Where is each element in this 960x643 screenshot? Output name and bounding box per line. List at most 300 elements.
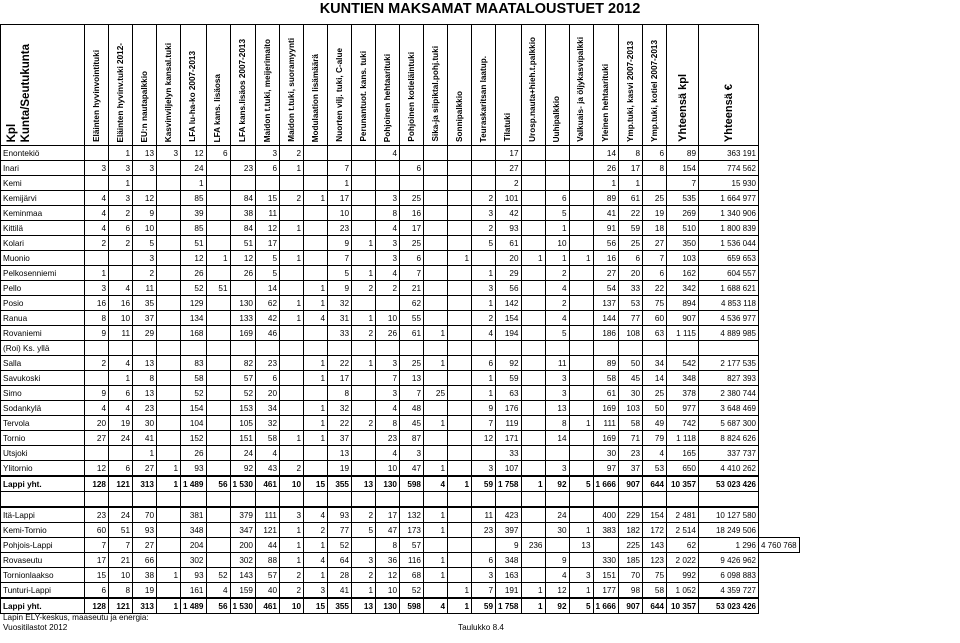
table-cell: 154 — [496, 311, 522, 326]
table-cell: 10 — [133, 221, 157, 236]
table-cell: 143 — [230, 568, 256, 583]
table-cell: 11 — [133, 281, 157, 296]
table-cell — [521, 191, 545, 206]
table-cell — [472, 251, 496, 266]
table-cell: 2 514 — [667, 523, 699, 538]
table-cell: 49 — [643, 416, 667, 431]
table-cell: 20 — [256, 386, 280, 401]
header-municipality-label: Kpl Kunta/Seutukunta — [6, 43, 32, 142]
table-cell — [448, 401, 472, 416]
table-cell: 154 — [643, 507, 667, 523]
header-col-13 — [400, 25, 424, 146]
table-cell — [157, 371, 181, 386]
table-cell: 1 — [280, 296, 304, 311]
table-cell — [424, 251, 448, 266]
row-label: Kemi-Tornio — [1, 523, 85, 538]
table-cell: 58 — [593, 371, 619, 386]
table-cell: 1 — [472, 266, 496, 281]
table-cell: 64 — [328, 553, 352, 568]
table-cell: 2 — [472, 221, 496, 236]
table-cell: 7 — [643, 251, 667, 266]
table-cell: 51 — [181, 236, 207, 251]
table-cell: 1 340 906 — [699, 206, 759, 221]
table-cell — [206, 206, 230, 221]
table-cell: 26 — [230, 266, 256, 281]
table-cell: 3 — [376, 191, 400, 206]
table-cell: 1 — [133, 446, 157, 461]
header-col-8 — [280, 25, 304, 146]
table-cell: 20 — [496, 251, 522, 266]
table-cell — [352, 461, 376, 477]
table-cell: 1 — [521, 476, 545, 492]
table-cell: 42 — [256, 311, 280, 326]
table-cell: 133 — [230, 311, 256, 326]
table-cell — [157, 386, 181, 401]
table-cell: 62 — [667, 538, 699, 553]
table-cell: 33 — [619, 281, 643, 296]
table-cell: 17 — [619, 161, 643, 176]
table-cell: 1 — [569, 523, 593, 538]
row-label: Pello — [1, 281, 85, 296]
table-cell — [521, 356, 545, 371]
table-cell: 4 — [109, 356, 133, 371]
table-cell — [472, 161, 496, 176]
table-cell — [521, 523, 545, 538]
table-cell — [424, 281, 448, 296]
table-cell — [206, 371, 230, 386]
table-cell — [448, 161, 472, 176]
table-cell: 26 — [181, 266, 207, 281]
table-cell: 5 — [569, 476, 593, 492]
table-cell — [376, 492, 400, 508]
table-cell — [206, 191, 230, 206]
table-cell: 13 — [352, 598, 376, 614]
table-cell: 542 — [667, 356, 699, 371]
table-cell — [85, 341, 109, 356]
table-cell: 50 — [643, 401, 667, 416]
table-cell: 2 — [496, 176, 522, 191]
table-cell — [521, 146, 545, 161]
row-label: Tervola — [1, 416, 85, 431]
table-cell: 25 — [643, 191, 667, 206]
table-cell: 2 022 — [667, 553, 699, 568]
table-cell: 12 — [230, 251, 256, 266]
table-cell: 3 — [133, 161, 157, 176]
table-cell — [206, 492, 230, 508]
table-cell: 77 — [328, 523, 352, 538]
table-cell: 32 — [256, 416, 280, 431]
table-cell — [424, 146, 448, 161]
table-cell: 9 — [328, 281, 352, 296]
table-cell: 41 — [328, 583, 352, 599]
table-cell: 129 — [181, 296, 207, 311]
table-cell: 50 — [619, 356, 643, 371]
table-cell — [85, 251, 109, 266]
table-cell: 1 — [352, 236, 376, 251]
table-cell: 25 — [400, 236, 424, 251]
table-cell: 1 — [569, 251, 593, 266]
table-cell: 23 — [472, 523, 496, 538]
table-cell: 98 — [619, 583, 643, 599]
table-cell: 24 — [181, 161, 207, 176]
header-col-12 — [376, 25, 400, 146]
table-cell: 7 — [472, 416, 496, 431]
table-cell: 85 — [181, 221, 207, 236]
table-cell: 4 — [376, 146, 400, 161]
table-cell: 8 — [619, 146, 643, 161]
table-cell: 154 — [181, 401, 207, 416]
table-cell: 8 — [109, 583, 133, 599]
row-label: Tornionlaakso — [1, 568, 85, 583]
table-cell: 12 — [376, 568, 400, 583]
header-col-label: Valkuais- ja öljykasvipalkki — [576, 37, 585, 142]
table-cell — [109, 341, 133, 356]
table-cell: 6 — [472, 553, 496, 568]
table-cell: 103 — [667, 251, 699, 266]
table-cell — [109, 266, 133, 281]
table-cell: 1 — [304, 191, 328, 206]
table-cell: 1 — [424, 356, 448, 371]
table-cell — [569, 401, 593, 416]
table-cell: 2 — [280, 191, 304, 206]
table-cell: 302 — [230, 553, 256, 568]
table-cell — [448, 553, 472, 568]
table-cell — [157, 296, 181, 311]
table-cell: 1 — [109, 176, 133, 191]
table-cell: 1 688 621 — [699, 281, 759, 296]
table-cell: 9 — [133, 206, 157, 221]
table-cell: 46 — [256, 326, 280, 341]
table-cell: 10 — [328, 206, 352, 221]
table-cell: 93 — [496, 221, 522, 236]
table-cell: 1 — [157, 461, 181, 477]
table-cell — [304, 161, 328, 176]
table-cell: 20 — [85, 416, 109, 431]
table-cell: 1 — [304, 356, 328, 371]
table-cell: 25 — [424, 386, 448, 401]
table-cell: 10 — [280, 598, 304, 614]
table-cell: 10 — [376, 583, 400, 599]
table-cell: 1 — [545, 221, 569, 236]
table-cell — [424, 266, 448, 281]
table-cell: 12 — [545, 583, 569, 599]
table-cell — [133, 492, 157, 508]
row-label: (Roi) Ks. yllä — [1, 341, 85, 356]
table-cell — [157, 583, 181, 599]
table-cell: 71 — [619, 431, 643, 446]
table-cell: 89 — [593, 356, 619, 371]
table-cell: 8 — [643, 161, 667, 176]
table-cell — [206, 446, 230, 461]
table-cell — [206, 401, 230, 416]
table-cell: 22 — [643, 281, 667, 296]
table-cell: 2 — [352, 568, 376, 583]
table-cell — [206, 356, 230, 371]
table-cell — [206, 326, 230, 341]
table-row — [1, 356, 800, 371]
table-cell: 5 — [545, 326, 569, 341]
table-cell: 4 — [472, 326, 496, 341]
table-cell — [593, 538, 619, 553]
table-cell: 535 — [667, 191, 699, 206]
table-cell: 34 — [643, 356, 667, 371]
table-cell: 1 — [424, 416, 448, 431]
header-col-4 — [181, 25, 207, 146]
table-cell — [181, 492, 207, 508]
table-cell: 23 — [133, 401, 157, 416]
row-label: Salla — [1, 356, 85, 371]
table-cell: 1 — [157, 568, 181, 583]
table-cell: 10 — [376, 311, 400, 326]
table-cell: 1 115 — [667, 326, 699, 341]
table-cell — [280, 176, 304, 191]
table-cell — [448, 326, 472, 341]
table-cell: 894 — [667, 296, 699, 311]
table-cell: 236 — [521, 538, 545, 553]
table-cell: 11 — [472, 507, 496, 523]
table-cell: 4 359 727 — [699, 583, 759, 599]
table-cell — [569, 386, 593, 401]
table-cell — [424, 161, 448, 176]
table-cell: 598 — [400, 598, 424, 614]
table-cell: 4 — [85, 221, 109, 236]
row-label: Pohjois-Lappi — [1, 538, 85, 553]
table-cell: 8 — [85, 311, 109, 326]
header-col-14 — [424, 25, 448, 146]
header-col-18 — [521, 25, 545, 146]
table-cell — [448, 266, 472, 281]
table-cell: 23 — [85, 507, 109, 523]
table-cell — [157, 266, 181, 281]
table-cell: 1 — [280, 251, 304, 266]
row-label: Keminmaa — [1, 206, 85, 221]
table-cell — [230, 176, 256, 191]
table-cell — [230, 341, 256, 356]
table-cell — [280, 266, 304, 281]
header-col-label: Nuorten vilj. tuki, C-alue — [334, 48, 344, 142]
table-cell: 1 118 — [667, 431, 699, 446]
row-label: Rovaseutu — [1, 553, 85, 568]
table-cell: 4 — [109, 281, 133, 296]
table-cell: 61 — [400, 326, 424, 341]
header-col-label: Pohjoinen hehtaarituki — [382, 53, 392, 142]
table-cell — [304, 326, 328, 341]
table-cell: 1 — [593, 176, 619, 191]
table-cell: 342 — [667, 281, 699, 296]
table-cell: 22 — [328, 356, 352, 371]
table-cell: 12 — [85, 461, 109, 477]
table-cell: 1 — [304, 416, 328, 431]
table-cell: 10 357 — [667, 598, 699, 614]
table-cell: 93 — [133, 523, 157, 538]
header-col-label: Ymp.tuki, kasvi 2007-2013 — [625, 40, 635, 142]
table-cell: 347 — [230, 523, 256, 538]
table-cell — [521, 492, 545, 508]
row-label: Ylitornio — [1, 461, 85, 477]
table-cell — [448, 538, 472, 553]
table-cell: 3 — [472, 206, 496, 221]
table-cell — [206, 507, 230, 523]
table-row — [1, 341, 800, 356]
table-cell: 4 — [85, 401, 109, 416]
table-row — [1, 326, 800, 341]
table-cell — [85, 176, 109, 191]
table-cell: 10 — [280, 476, 304, 492]
table-cell: 61 — [619, 191, 643, 206]
table-cell — [521, 416, 545, 431]
table-cell: 16 — [593, 251, 619, 266]
table-cell — [424, 176, 448, 191]
table-cell: 3 — [304, 583, 328, 599]
table-cell — [448, 523, 472, 538]
table-cell — [280, 371, 304, 386]
table-cell — [448, 146, 472, 161]
table-cell: 55 — [400, 311, 424, 326]
table-cell: 70 — [133, 507, 157, 523]
table-cell — [256, 492, 280, 508]
table-cell — [619, 492, 643, 508]
table-cell — [85, 492, 109, 508]
header-col-17 — [496, 25, 522, 146]
table-cell — [280, 416, 304, 431]
table-cell: 225 — [619, 538, 643, 553]
table-cell — [206, 538, 230, 553]
table-cell: 2 — [280, 568, 304, 583]
table-cell: 32 — [328, 401, 352, 416]
table-cell: 22 — [619, 206, 643, 221]
table-cell: 54 — [593, 281, 619, 296]
table-cell: 1 800 839 — [699, 221, 759, 236]
table-cell — [352, 341, 376, 356]
table-cell: 87 — [400, 431, 424, 446]
table-cell — [448, 492, 472, 508]
header-col-24 — [667, 25, 699, 146]
table-cell — [569, 266, 593, 281]
table-cell: 13 — [400, 371, 424, 386]
table-cell: 1 758 — [496, 598, 522, 614]
table-cell: 57 — [230, 371, 256, 386]
table-cell: 37 — [133, 311, 157, 326]
table-cell: 2 — [545, 266, 569, 281]
table-cell: 18 249 506 — [699, 523, 759, 538]
table-cell: 3 — [256, 146, 280, 161]
table-cell — [280, 386, 304, 401]
table-cell — [569, 356, 593, 371]
table-cell: 70 — [619, 568, 643, 583]
table-cell: 20 — [619, 266, 643, 281]
table-cell: 2 481 — [667, 507, 699, 523]
table-cell: 63 — [643, 326, 667, 341]
table-cell — [424, 236, 448, 251]
table-cell — [157, 507, 181, 523]
table-cell: 7 — [667, 176, 699, 191]
table-cell: 13 — [133, 146, 157, 161]
table-cell — [619, 341, 643, 356]
table-cell: 12 — [472, 431, 496, 446]
table-cell: 15 — [304, 598, 328, 614]
table-cell — [472, 446, 496, 461]
table-cell: 337 737 — [699, 446, 759, 461]
table-cell: 27 — [85, 431, 109, 446]
table-cell: 742 — [667, 416, 699, 431]
table-cell: 1 — [569, 583, 593, 599]
table-cell: 17 — [256, 236, 280, 251]
row-label: Savukoski — [1, 371, 85, 386]
table-cell: 3 — [85, 281, 109, 296]
table-cell: 12 — [133, 191, 157, 206]
table-cell: 3 — [109, 191, 133, 206]
table-cell: 4 — [85, 191, 109, 206]
table-cell: 10 — [109, 311, 133, 326]
table-cell: 378 — [667, 386, 699, 401]
table-cell: 31 — [328, 311, 352, 326]
table-cell: 10 — [376, 461, 400, 477]
table-cell: 51 — [109, 523, 133, 538]
table-cell — [569, 206, 593, 221]
table-cell: 161 — [181, 583, 207, 599]
table-row — [1, 583, 800, 599]
table-cell: 177 — [593, 583, 619, 599]
table-cell — [545, 538, 569, 553]
table-cell: 45 — [619, 371, 643, 386]
table-cell: 3 — [472, 461, 496, 477]
table-cell: 827 393 — [699, 371, 759, 386]
table-cell: 18 — [643, 221, 667, 236]
table-cell: 2 — [352, 416, 376, 431]
table-cell: 907 — [619, 476, 643, 492]
table-cell: 92 — [545, 598, 569, 614]
table-cell: 92 — [545, 476, 569, 492]
table-cell: 154 — [667, 161, 699, 176]
table-cell: 11 — [256, 206, 280, 221]
table-cell: 1 — [304, 371, 328, 386]
table-cell: 7 — [400, 266, 424, 281]
table-cell: 58 — [181, 371, 207, 386]
row-label: Kolari — [1, 236, 85, 251]
table-cell: 1 — [448, 583, 472, 599]
table-row — [1, 296, 800, 311]
table-cell: 48 — [400, 401, 424, 416]
table-cell: 121 — [109, 598, 133, 614]
table-cell: 108 — [619, 326, 643, 341]
table-cell: 9 — [472, 401, 496, 416]
table-cell — [280, 401, 304, 416]
table-cell: 28 — [328, 568, 352, 583]
table-cell: 1 — [304, 401, 328, 416]
table-row — [1, 266, 800, 281]
table-cell: 16 — [400, 206, 424, 221]
header-col-label: LFA kans. lisäosa — [213, 73, 222, 142]
header-col-label: Teuraskaritsan laatup. — [478, 55, 488, 142]
table-cell: 8 — [545, 416, 569, 431]
table-cell: 6 — [400, 251, 424, 266]
table-cell — [448, 341, 472, 356]
table-number: Taulukko 8.4 — [458, 623, 504, 632]
table-cell: 14 — [593, 146, 619, 161]
table-cell: 1 — [157, 476, 181, 492]
table-cell: 26 — [376, 326, 400, 341]
table-cell — [109, 446, 133, 461]
table-cell — [448, 356, 472, 371]
table-cell: 17 — [328, 191, 352, 206]
table-cell: 6 — [256, 371, 280, 386]
table-cell: 2 — [280, 583, 304, 599]
table-cell: 132 — [400, 507, 424, 523]
table-cell: 39 — [181, 206, 207, 221]
table-cell — [376, 176, 400, 191]
table-cell — [569, 281, 593, 296]
table-cell: 4 889 985 — [699, 326, 759, 341]
